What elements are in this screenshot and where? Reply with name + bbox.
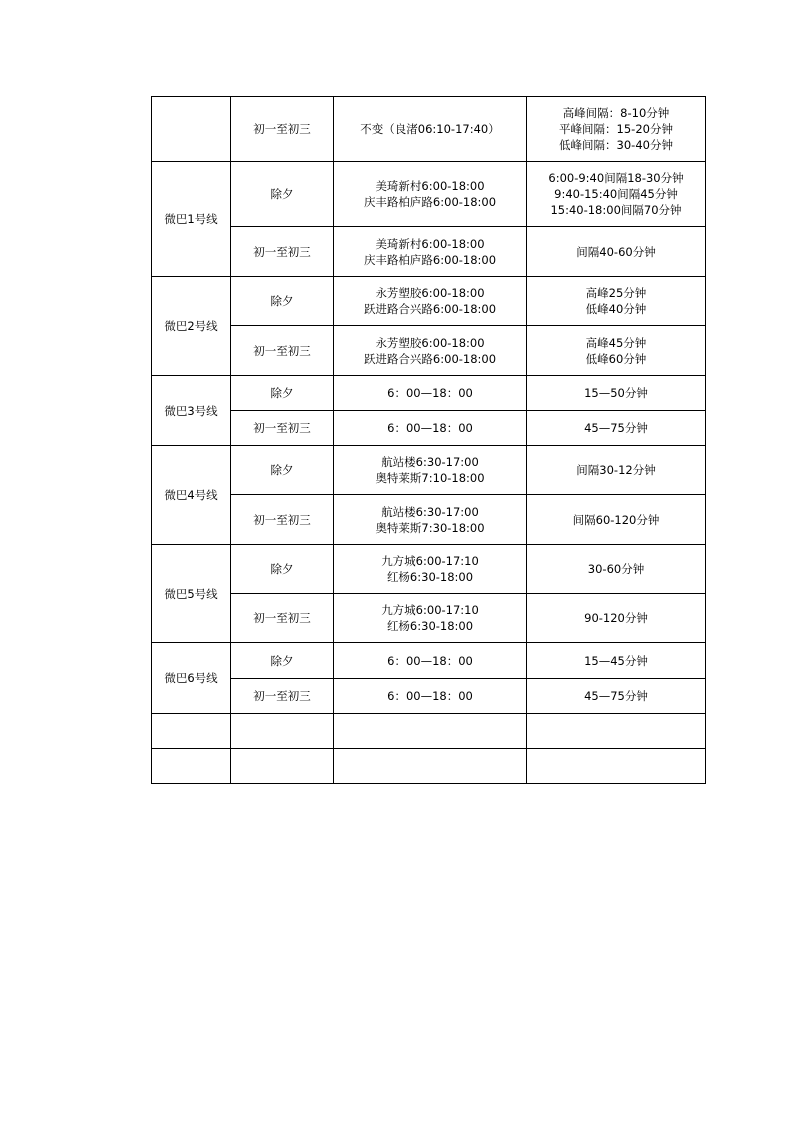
period-cell: 初一至初三	[231, 495, 334, 545]
table-row	[152, 643, 706, 679]
period-cell: 除夕	[231, 162, 334, 227]
hours-cell: 永芳塑胶6:00-18:00 跃进路合兴路6:00-18:00	[334, 277, 527, 326]
hours-cell: 九方城6:00-17:10 红杨6:30-18:00	[334, 594, 527, 643]
empty-cell	[231, 714, 334, 749]
interval-cell: 间隔40-60分钟	[527, 227, 706, 277]
table-row-empty	[152, 714, 706, 749]
interval-cell: 高峰间隔：8-10分钟 平峰间隔：15-20分钟 低峰间隔：30-40分钟	[527, 97, 706, 162]
table-row	[152, 162, 706, 227]
hours-cell: 美琦新村6:00-18:00 庆丰路柏庐路6:00-18:00	[334, 162, 527, 227]
interval-cell: 30-60分钟	[527, 545, 706, 594]
interval-cell: 45—75分钟	[527, 679, 706, 714]
interval-cell: 90-120分钟	[527, 594, 706, 643]
interval-cell: 45—75分钟	[527, 411, 706, 446]
empty-cell	[152, 714, 231, 749]
period-cell: 初一至初三	[231, 227, 334, 277]
table-row	[152, 411, 706, 446]
hours-cell: 6：00—18：00	[334, 679, 527, 714]
route-cell-empty	[152, 97, 231, 162]
empty-cell	[527, 714, 706, 749]
interval-cell: 间隔60-120分钟	[527, 495, 706, 545]
table-row	[152, 679, 706, 714]
period-cell: 初一至初三	[231, 679, 334, 714]
table-row	[152, 495, 706, 545]
table-row	[152, 594, 706, 643]
table-row	[152, 545, 706, 594]
hours-cell: 航站楼6:30-17:00 奥特莱斯7:10-18:00	[334, 446, 527, 495]
interval-cell: 6:00-9:40间隔18-30分钟 9:40-15:40间隔45分钟 15:40-18:00间隔70分钟	[527, 162, 706, 227]
hours-cell: 九方城6:00-17:10 红杨6:30-18:00	[334, 545, 527, 594]
route-cell: 微巴2号线	[152, 277, 231, 376]
route-cell: 微巴4号线	[152, 446, 231, 545]
hours-cell: 6：00—18：00	[334, 643, 527, 679]
empty-cell	[527, 749, 706, 784]
hours-cell: 美琦新村6:00-18:00 庆丰路柏庐路6:00-18:00	[334, 227, 527, 277]
empty-cell	[152, 749, 231, 784]
hours-cell: 不变（良渚06:10-17:40）	[334, 97, 527, 162]
table-row	[152, 277, 706, 326]
interval-cell: 间隔30-12分钟	[527, 446, 706, 495]
empty-cell	[334, 714, 527, 749]
route-cell: 微巴3号线	[152, 376, 231, 446]
interval-cell: 15—50分钟	[527, 376, 706, 411]
hours-cell: 6：00—18：00	[334, 376, 527, 411]
period-cell: 初一至初三	[231, 97, 334, 162]
route-cell: 微巴1号线	[152, 162, 231, 277]
period-cell: 除夕	[231, 545, 334, 594]
table-row	[152, 376, 706, 411]
empty-cell	[231, 749, 334, 784]
period-cell: 除夕	[231, 643, 334, 679]
empty-cell	[334, 749, 527, 784]
period-cell: 除夕	[231, 277, 334, 326]
interval-cell: 15—45分钟	[527, 643, 706, 679]
interval-cell: 高峰45分钟 低峰60分钟	[527, 326, 706, 376]
interval-cell: 高峰25分钟 低峰40分钟	[527, 277, 706, 326]
period-cell: 初一至初三	[231, 411, 334, 446]
table-row	[152, 227, 706, 277]
period-cell: 初一至初三	[231, 594, 334, 643]
route-cell: 微巴6号线	[152, 643, 231, 714]
table-row	[152, 446, 706, 495]
route-cell: 微巴5号线	[152, 545, 231, 643]
hours-cell: 6：00—18：00	[334, 411, 527, 446]
period-cell: 初一至初三	[231, 326, 334, 376]
hours-cell: 永芳塑胶6:00-18:00 跃进路合兴路6:00-18:00	[334, 326, 527, 376]
period-cell: 除夕	[231, 446, 334, 495]
bus-schedule-table	[151, 96, 706, 784]
table-row-empty	[152, 749, 706, 784]
period-cell: 除夕	[231, 376, 334, 411]
table-row	[152, 97, 706, 162]
table-row	[152, 326, 706, 376]
hours-cell: 航站楼6:30-17:00 奥特莱斯7:30-18:00	[334, 495, 527, 545]
